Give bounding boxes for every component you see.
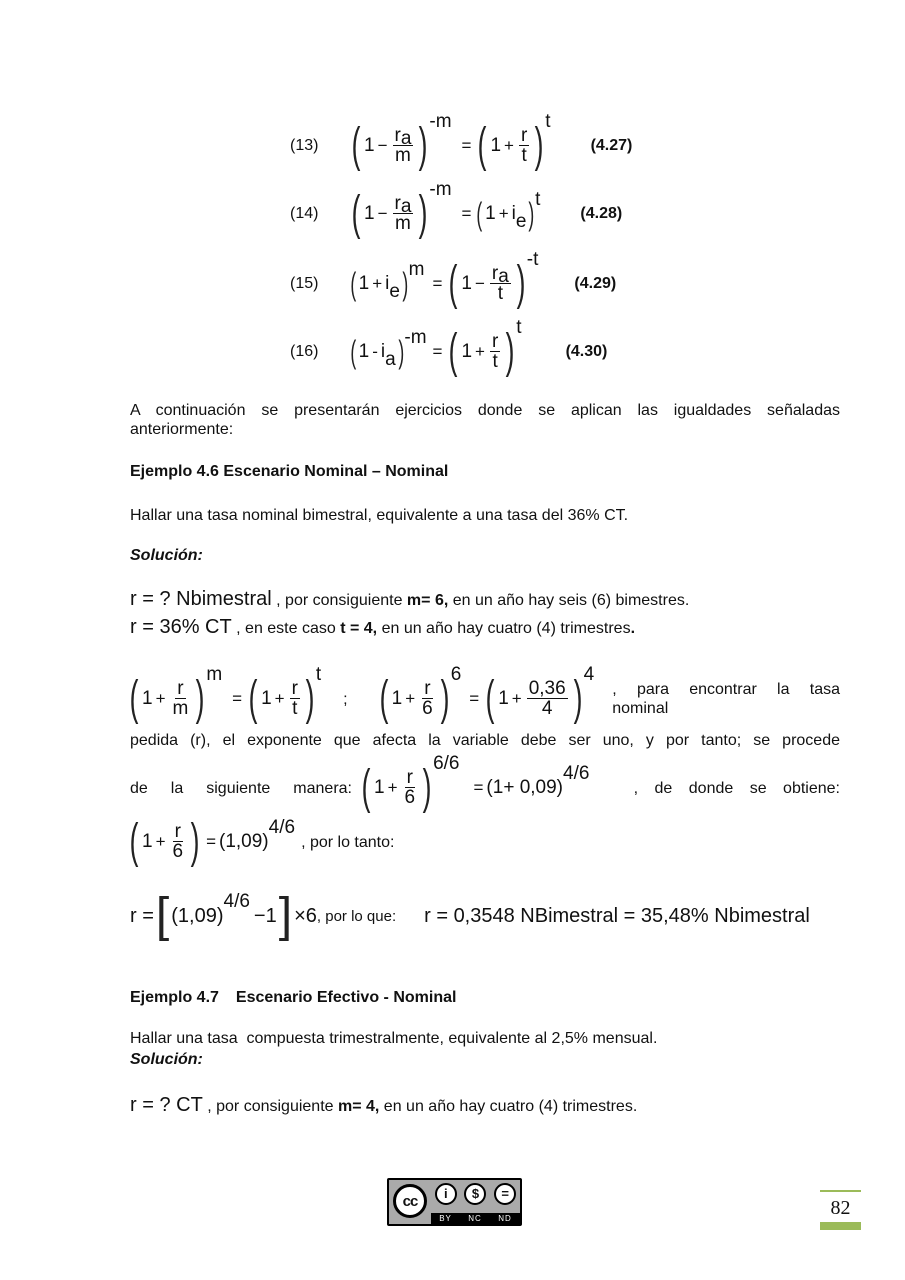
by-icon: i: [435, 1183, 457, 1205]
step1-equation: ( 1 + $\frac{r}{6}$ ) 6/6 = (1+ 0,09) 4/6: [361, 753, 590, 814]
given-line-ex47: r = ? CT , por consiguiente m= 4, en un año hay cuatro (4) trimestres.: [130, 1094, 638, 1116]
equation-tag: (4.27): [590, 137, 633, 154]
equation-number: (16): [290, 343, 319, 360]
page-number-top-rule: [820, 1190, 861, 1192]
equation-tag: (4.29): [574, 275, 617, 292]
step2-row: ( 1 + $\frac{r}{6}$ ) = (1,09) 4/6 , por lo tanto:: [126, 814, 394, 870]
step1-row: de la siguiente manera: ( 1 + $\frac{r}{6}$ ) 6/6 = (1+ 0,09) 4/6 , de donde se obtiene:: [130, 753, 840, 814]
example-4-6-statement: Hallar una tasa nominal bimestral, equivalente a una tasa del 36% CT.: [130, 507, 629, 524]
equation-14: (14) ( 1 − $\frac{ra}{m}$ ) -m = ( 1 + i e ) t (4.28): [290, 179, 623, 240]
equation-number: (15): [290, 275, 319, 292]
solution-label: Solución:: [130, 547, 203, 564]
intro-paragraph-line2: anteriormente:: [130, 421, 234, 438]
given-line-2: r = 36% CT , en este caso t = 4, en un año hay cuatro (4) trimestres.: [130, 616, 636, 638]
nd-icon: =: [494, 1183, 516, 1205]
paragraph-line: pedida (r), el exponente que afecta la variable debe ser uno, y por tanto; se procede: [130, 732, 840, 749]
page-number: 82: [830, 1197, 851, 1219]
solution-label: Solución:: [130, 1051, 203, 1068]
equation-15: (15) ( 1 + i e ) m = ( 1 − $\frac{ra}{t}$ ) -t (4.29): [290, 249, 617, 310]
equation-number: (13): [290, 137, 319, 154]
equation-tag: (4.30): [565, 343, 608, 360]
result-row: r = [ (1,09) 4/6 −1 ] ×6 , por lo que: r = 0,3548 NBimestral = 35,48% Nbimestral: [130, 889, 810, 942]
step2-equation: ( 1 + $\frac{r}{6}$ ) = (1,09) 4/6: [129, 815, 296, 868]
page-number-bottom-bar: [820, 1222, 861, 1230]
equation-13: (13) ( 1 − $\frac{ra}{m}$ ) -m = ( 1 + $\frac{r}{t}$ ) t (4.27): [290, 111, 633, 172]
nc-icon: $: [464, 1183, 486, 1205]
equation-tag: (4.28): [580, 205, 623, 222]
page-number-box: [820, 1190, 861, 1230]
formula-substituted: ( 1 + $\frac{r}{6}$ ) 6 = ( 1 + $\frac{0,36}{4}$ ) 4: [379, 664, 595, 725]
cc-license-badge: cc i $ = BY NC ND: [387, 1178, 522, 1226]
formula-row: ( 1 + $\frac{r}{m}$ ) m = ( 1 + $\frac{r}{t}$ ) t ; ( 1 + $\frac{r}{6}$ ) 6 = ( 1 + $\frac{0,36}{4}$ ) 4 , para encontrar la tasa nominal: [126, 664, 840, 734]
example-4-7-statement: Hallar una tasa compuesta trimestralmente, equivalente al 2,5% mensual.: [130, 1030, 658, 1047]
cc-icon: cc: [389, 1180, 431, 1222]
example-4-6-heading: Ejemplo 4.6 Escenario Nominal – Nominal: [130, 463, 449, 480]
example-4-7-heading: Ejemplo 4.7 Escenario Efectivo - Nominal: [130, 989, 457, 1006]
equation-16: (16) ( 1 - i a ) -m = ( 1 + $\frac{r}{t}$ ) t (4.30): [290, 317, 608, 378]
given-line-1: r = ? Nbimestral , por consiguiente m= 6, en un año hay seis (6) bimestres.: [130, 588, 690, 610]
intro-paragraph-line1: A continuación se presentarán ejercicios donde se aplican las igualdades señaladas: [130, 402, 840, 419]
formula-general: ( 1 + $\frac{r}{m}$ ) m = ( 1 + $\frac{r}{t}$ ) t: [129, 664, 322, 725]
equation-number: (14): [290, 205, 319, 222]
